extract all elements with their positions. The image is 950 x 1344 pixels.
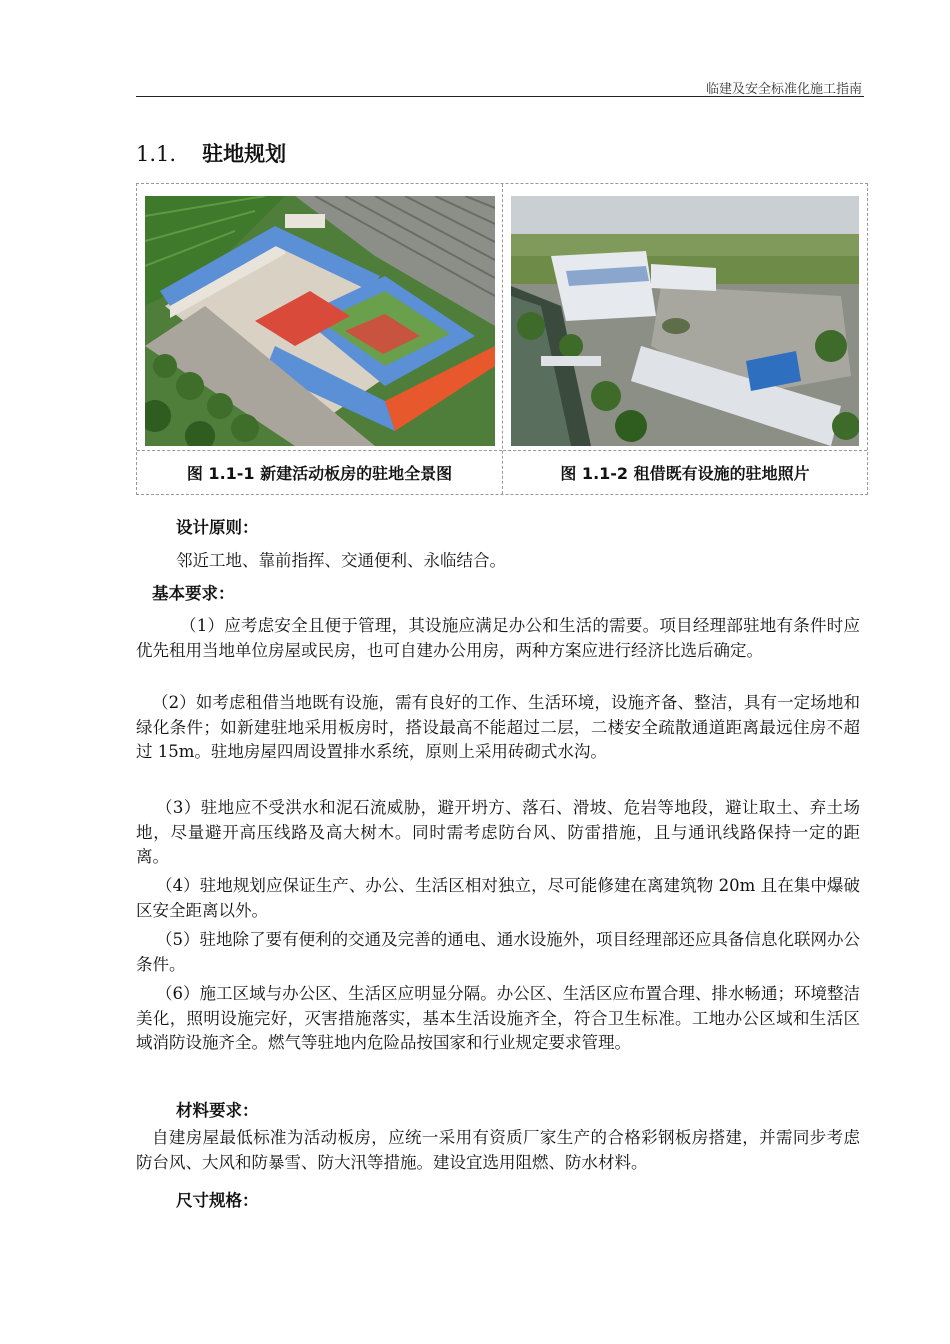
requirement-item-4: （4）驻地规划应保证生产、办公、生活区相对独立，尽可能修建在离建筑物 20m 且在集中爆破区安全距离以外。 — [136, 876, 860, 920]
header-title: 临建及安全标准化施工指南 — [705, 82, 862, 97]
section-title — [136, 138, 286, 168]
page-header — [136, 72, 864, 97]
figure-cell-2 — [503, 184, 867, 494]
figure-caption-1: 图 1.1-1 新建活动板房的驻地全景图 — [186, 464, 453, 483]
requirement-item-5: （5）驻地除了要有便利的交通及完善的通电、通水设施外，项目经理部还应具备信息化联网办公条件。 — [136, 930, 860, 974]
design-principle-text: 邻近工地、靠前指挥、交通便利、永临结合。 — [176, 551, 506, 570]
aerial-photo-icon — [511, 196, 859, 446]
rendering-aerial-view-icon — [145, 196, 495, 446]
caption-row-1 — [137, 450, 502, 495]
design-principle-heading: 设计原则： — [176, 518, 259, 537]
size-spec-heading: 尺寸规格： — [176, 1191, 259, 1210]
section-number: 1.1. — [136, 142, 177, 166]
rendering-aerial-view-image — [145, 196, 495, 446]
material-requirements-heading: 材料要求： — [176, 1101, 259, 1120]
requirement-item-1: （1）应考虑安全且便于管理，其设施应满足办公和生活的需要。项目经理部驻地有条件时应优先租用当地单位房屋或民房，也可自建办公用房，两种方案应进行经济比选后确定。 — [136, 616, 860, 660]
section-title-text: 驻地规划 — [202, 142, 287, 166]
aerial-photo-image — [511, 196, 859, 446]
requirement-item-3: （3）驻地应不受洪水和泥石流威胁，避开坍方、落石、滑坡、危岩等地段，避让取土、弃土场地，尽量避开高压线路及高大树木。同时需考虑防台风、防雷措施，且与通讯线路保持一定的距离。 — [136, 798, 860, 866]
figure-caption-2: 图 1.1-2 租借既有设施的驻地照片 — [560, 464, 810, 483]
requirement-item-2: （2）如考虑租借当地既有设施，需有良好的工作、生活环境，设施齐备、整洁，具有一定场地和绿化条件；如新建驻地采用板房时，搭设最高不能超过二层，二楼安全疏散通道距离最远住房不超过 15m。驻地房屋四周设置排水系统，原则上采用砖砌式水沟。 — [136, 693, 860, 761]
figure-table — [136, 183, 868, 495]
requirement-item-6: （6）施工区域与办公区、生活区应明显分隔。办公区、生活区应布置合理、排水畅通；环境整洁美化，照明设施完好，灭害措施落实，基本生活设施齐全，符合卫生标准。工地办公区域和生活区域消防设施齐全。燃气等驻地内危险品按国家和行业规定要求管理。 — [136, 984, 860, 1052]
caption-row-2 — [503, 450, 867, 495]
material-requirements-text: 自建房屋最低标准为活动板房，应统一采用有资质厂家生产的合格彩钢板房搭建，并需同步考虑防台风、大风和防暴雪、防大汛等措施。建设宜选用阻燃、防水材料。 — [136, 1128, 860, 1172]
basic-requirements-heading: 基本要求： — [152, 584, 235, 603]
figure-cell-1 — [137, 184, 503, 494]
